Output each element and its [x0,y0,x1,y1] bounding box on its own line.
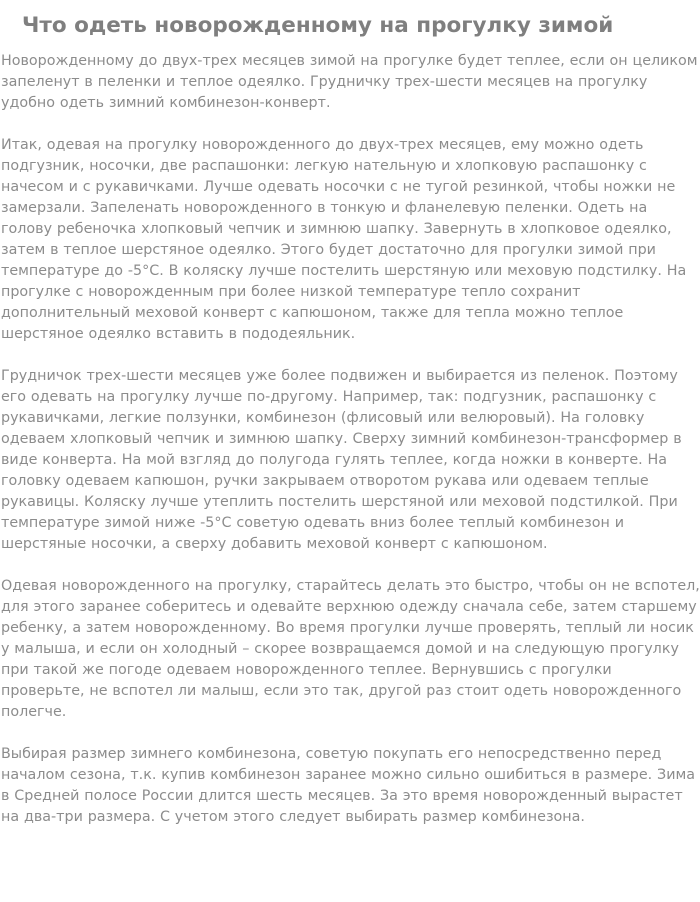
paragraph-1: Новорожденному до двух-трех месяцев зимой на прогулке будет теплее, если он целиком запеленут в пеленки и теплое одеялко. Грудничку трех-шести месяцев на прогулку удобно одеть зимний комбинезон-конверт. [1,53,698,111]
paragraph-2: Итак, одевая на прогулку новорожденного до двух-трех месяцев, ему можно одеть подгузник, носочки, две распашонки: легкую нательную и хлопковую распашонку с начесом и с рукавичками. Лучше одевать носочки с не тугой резинкой, чтобы ножки не замерзали. Запеленать новорожденного в тонкую и фланелевую пеленки. Одеть на голову ребеночка хлопковый чепчик и зимнюю шапку. Завернуть в хлопковое одеялко, затем в теплое шерстяное одеялко. Этого будет достаточно для прогулки зимой при температуре до -5°С. В коляску лучше постелить шерстяную или меховую подстилку. На прогулке с новорожденным при более низкой температуре тепло сохранит дополнительный меховой конверт с капюшоном, также для тепла можно теплое шерстяное одеялко вставить в пододеяльник. [1,137,687,342]
paragraph-4: Одевая новорожденного на прогулку, старайтесь делать это быстро, чтобы он не вспотел, для этого заранее соберитесь и одевайте верхнюю одежду сначала себе, затем старшему ребенку, а затем новорожденному. Во время прогулки лучше проверять, теплый ли носик у малыша, и если он холодный – скорее возвращаемся домой и на следующую прогулку при такой же погоде одеваем новорожденного теплее. Вернувшись с прогулки проверьте, не вспотел ли малыш, если это так, другой раз стоит одеть новорожденного полегче. [1,578,700,720]
article-body [0,40,700,828]
paragraph-5: Выбирая размер зимнего комбинезона, советую покупать его непосредственно перед началом сезона, т.к. купив комбинезон заранее можно сильно ошибиться в размере. Зима в Средней полосе России длится шесть месяцев. За это время новорожденный вырастет на два-три размера. С учетом этого следует выбирать размер комбинезона. [1,746,696,825]
article-title: Что одеть новорожденному на прогулку зимой [22,13,614,38]
paragraph-3: Грудничок трех-шести месяцев уже более подвижен и выбирается из пеленок. Поэтому его одевать на прогулку лучше по-другому. Например, так: подгузник, распашонку с рукавичками, легкие ползунки, комбинезон (флисовый или велюровый). На головку одеваем хлопковый чепчик и зимнюю шапку. Сверху зимний комбинезон-трансформер в виде конверта. На мой взгляд до полугода гулять теплее, когда ножки в конверте. На головку одеваем капюшон, ручки закрываем отворотом рукава или одеваем теплые рукавицы. Коляску лучше утеплить постелить шерстяной или меховой подстилкой. При температуре зимой ниже -5°С советую одевать вниз более теплый комбинезон и шерстяные носочки, а сверху добавить меховой конверт с капюшоном. [1,368,682,552]
